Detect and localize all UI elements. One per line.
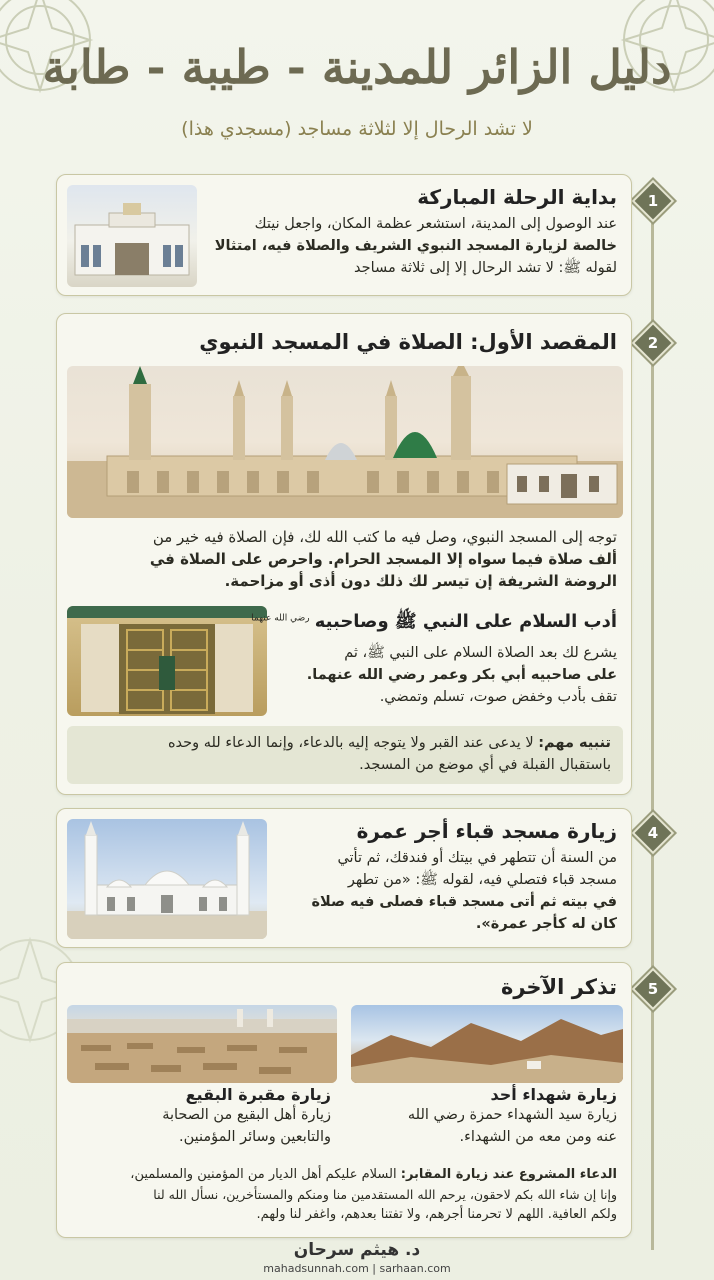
prophets-mosque-image (67, 366, 623, 518)
dua-text: وإنا إن شاء الله بكم لاحقون، يرحم الله المستقدمين منا ومنكم والمستأخرين، نسأل الله لنا (153, 1187, 617, 1202)
page-subtitle: لا تشد الرحال إلا لثلاثة مساجد (مسجدي هذا) (181, 118, 533, 140)
section-text: كان له كأجر عمرة». (475, 916, 617, 932)
section-text: زيارة سيد الشهداء حمزة رضي الله (407, 1107, 617, 1123)
section-text: خالصة لزيارة المسجد النبوي الشريف والصلاة فيه، امتثالا (214, 238, 617, 254)
section-card-remember-hereafter (56, 962, 632, 1238)
dua-label: الدعاء المشروع عند زيارة المقابر: (400, 1167, 617, 1182)
important-notice (67, 726, 623, 784)
section-text: يشرع لك بعد الصلاة السلام على النبي ﷺ، ثم (344, 645, 617, 661)
section-text: الروضة الشريفة إن تيسر لك ذلك دون أذى أو مزاحمة. (224, 572, 617, 590)
dua-text: ولكم العافية. اللهم لا تحرمنا أجرهم، ولا تفتنا بعدهم، واغفر لنا ولهم. (256, 1207, 617, 1222)
honorific-text: رضي الله عنهما (251, 613, 310, 624)
section-text: مسجد قباء فتصلي فيه، لقوله ﷺ: «من تطهر (347, 872, 617, 888)
baqi-cemetery-image (67, 1005, 337, 1083)
mount-uhud-image (351, 1005, 623, 1083)
section-title: زيارة مسجد قباء أجر عمرة (356, 819, 617, 843)
author-name: د. هيثم سرحان (293, 1240, 421, 1260)
airport-building-image (67, 185, 197, 287)
step-badge: 4 (632, 812, 674, 854)
section-title: المقصد الأول: الصلاة في المسجد النبوي (199, 330, 617, 354)
section-text: ألف صلاة فيما سواه إلا المسجد الحرام. واحرص على الصلاة في (149, 550, 617, 568)
section-text: في بيته ثم أتى مسجد قباء فصلى فيه صلاة (311, 894, 617, 910)
subsection-title: زيارة شهداء أحد (490, 1085, 617, 1104)
step-badge: 1 (632, 180, 674, 222)
subsection-title: زيارة مقبرة البقيع (185, 1085, 331, 1104)
notice-text: لا يدعى عند القبر ولا يتوجه إليه بالدعاء، وإنما الدعاء لله وحده (167, 735, 534, 751)
section-text: عنه ومن معه من الشهداء. (459, 1129, 617, 1145)
quba-mosque-image (67, 819, 267, 939)
section-text: من السنة أن تتطهر في بيتك أو فندقك، ثم تأتي (337, 850, 617, 866)
section-text: زيارة أهل البقيع من الصحابة (162, 1107, 331, 1123)
section-title: تذكر الآخرة (500, 975, 617, 999)
section-text: والتابعين وسائر المؤمنين. (179, 1129, 331, 1145)
section-card-prophets-mosque (56, 313, 632, 795)
website-links[interactable]: mahadsunnah.com | sarhaan.com (263, 1262, 451, 1275)
section-text: على صاحبيه أبي بكر وعمر رضي الله عنهما. (306, 667, 617, 683)
step-badge: 2 (632, 322, 674, 364)
notice-text: باستقبال القبلة في أي موضع من المسجد. (359, 757, 611, 773)
section-text: لقوله ﷺ: لا تشد الرحال إلا إلى ثلاثة مساجد (354, 260, 617, 276)
section-text: توجه إلى المسجد النبوي، وصل فيه ما كتب الله لك، فإن الصلاة فيه خير من (152, 528, 617, 546)
subsection-title: أدب السلام على النبي ﷺ وصاحبيه (314, 611, 617, 632)
step-badge: 5 (632, 968, 674, 1010)
section-text: تقف بأدب وخفض صوت، تسلم وتمضي. (379, 689, 617, 705)
dua-text: السلام عليكم أهل الديار من المؤمنين والمسلمين، (130, 1167, 397, 1182)
notice-label: تنبيه مهم: (538, 735, 611, 751)
page-title: دليل الزائر للمدينة - طيبة - طابة (42, 40, 672, 94)
section-text: عند الوصول إلى المدينة، استشعر عظمة المكان، واجعل نيتك (254, 216, 617, 232)
section-card-quba-mosque (56, 808, 632, 948)
section-title: بداية الرحلة المباركة (417, 185, 617, 209)
section-card-start-journey (56, 174, 632, 296)
prophets-chamber-image (67, 606, 267, 716)
